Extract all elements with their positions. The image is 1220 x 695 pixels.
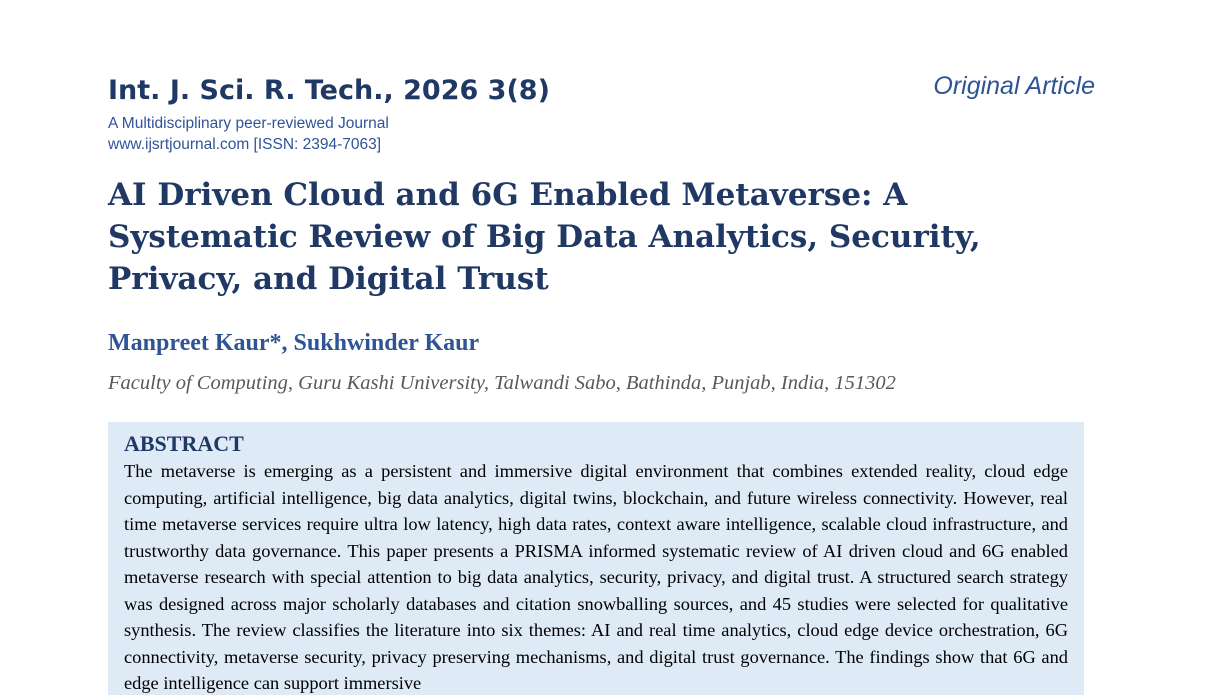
abstract-text: The metaverse is emerging as a persistent and immersive digital environment that combines extended reality, cloud edge computing, artificial intelligence, big data analytics, digital twins, blockchain, and future wireless connectivity. However, real time metaverse services require ultra low latency, high data rates, context aware intelligence, scalable cloud infrastructure, and trustworthy data governance. This paper presents a PRISMA informed systematic review of AI driven cloud and 6G enabled metaverse research with special attention to big data analytics, security, privacy, and digital trust. A structured search strategy was designed across major scholarly databases and citation snowballing sources, and 45 studies were selected for qualitative synthesis. The review classifies the literature into six themes: AI and real time analytics, cloud edge device orchestration, 6G connectivity, metaverse security, privacy preserving mechanisms, and digital trust governance. The findings show that 6G and edge intelligence can support immersive <box>124 461 1068 693</box>
article-type-label: Original Article <box>933 72 1095 100</box>
article-authors: Manpreet Kaur*, Sukhwinder Kaur <box>108 330 480 356</box>
abstract-heading: ABSTRACT <box>124 431 244 456</box>
journal-website: www.ijsrtjournal.com [ISSN: 2394-7063] <box>108 136 382 153</box>
article-title: AI Driven Cloud and 6G Enabled Metaverse: A Systematic Review of Big Data Analytics, Security, Privacy, and Digital Trust <box>108 177 981 297</box>
journal-info <box>108 113 389 155</box>
abstract-section <box>108 422 1084 695</box>
author-affiliation: Faculty of Computing, Guru Kashi University, Talwandi Sabo, Bathinda, Punjab, India, 151302 <box>108 372 896 394</box>
journal-tagline: A Multidisciplinary peer-reviewed Journal <box>108 115 389 132</box>
journal-name: Int. J. Sci. R. Tech., 2026 3(8) <box>108 75 550 106</box>
